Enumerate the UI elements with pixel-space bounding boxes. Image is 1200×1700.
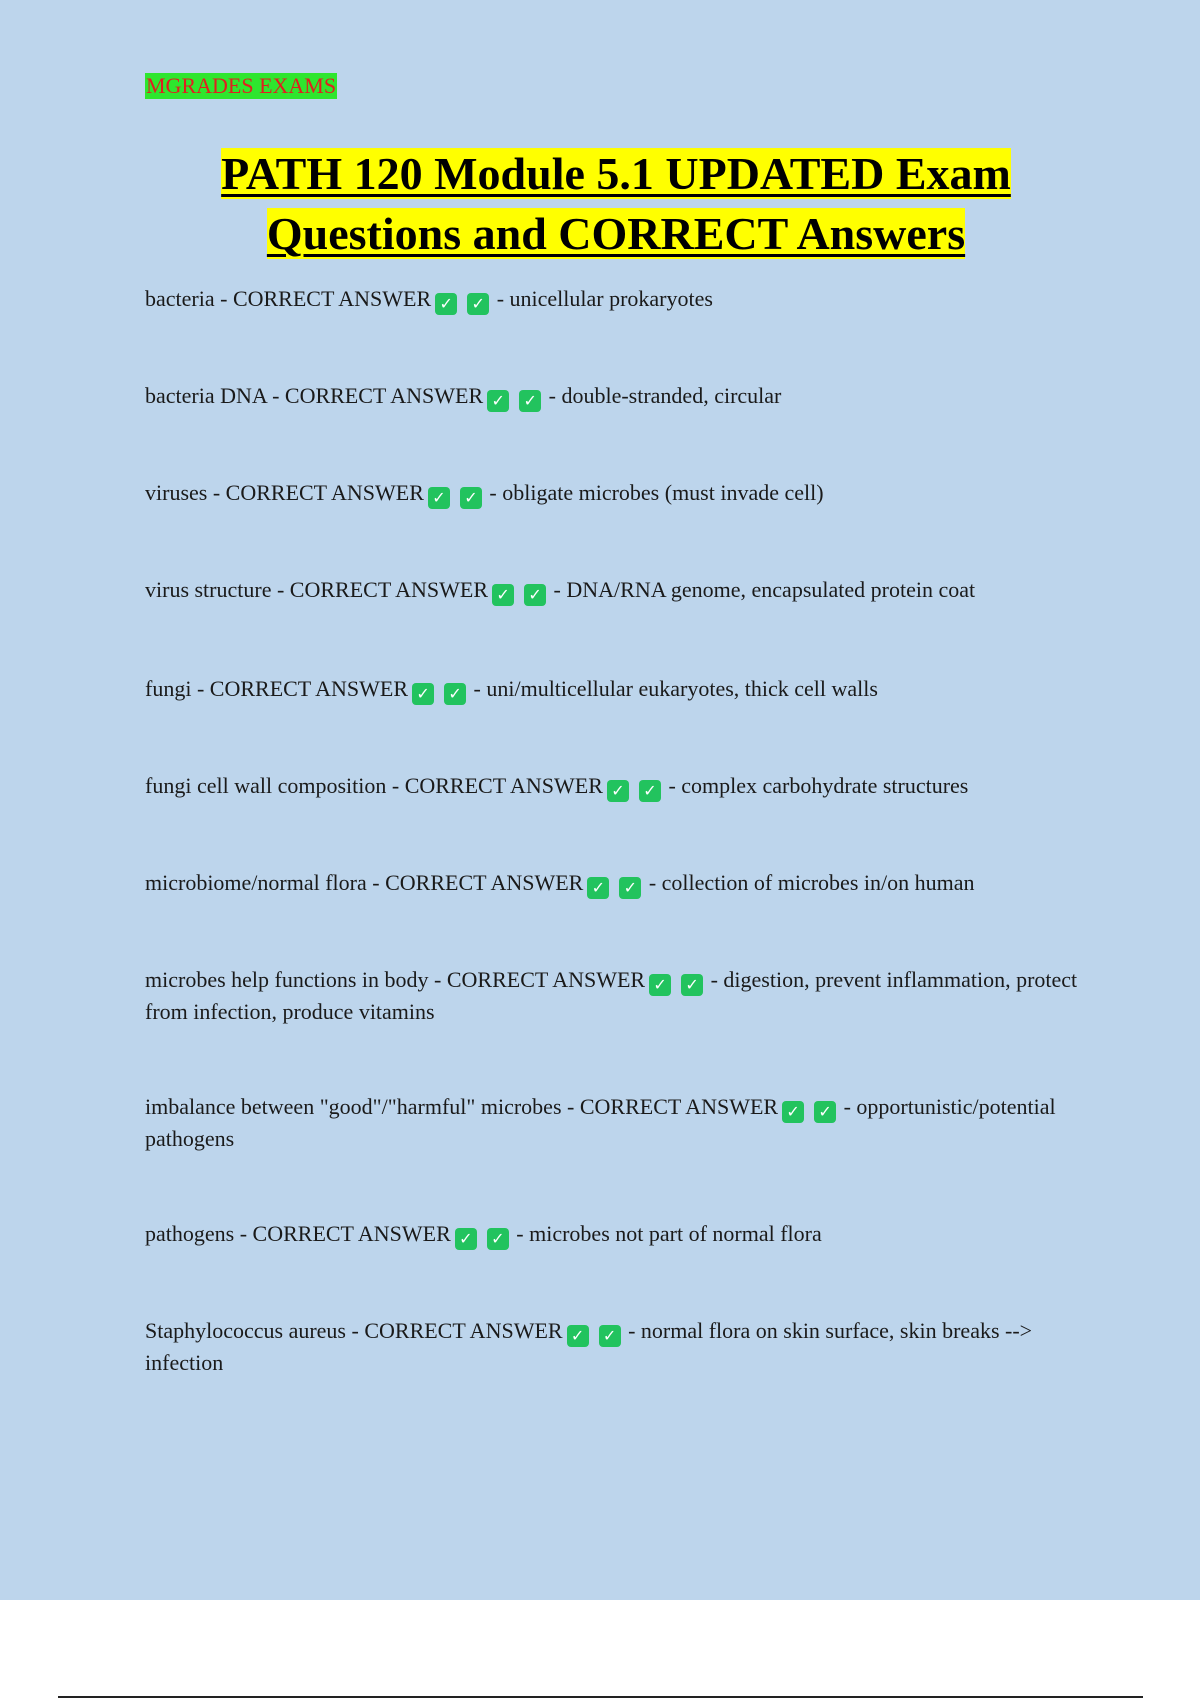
qa-term: microbiome/normal flora: [145, 870, 367, 895]
check-box-icon: ✓: [444, 683, 466, 705]
qa-term: fungi: [145, 676, 192, 701]
qa-answer-label: CORRECT ANSWER: [209, 676, 409, 701]
qa-answer-label: CORRECT ANSWER: [252, 1221, 451, 1246]
check-box-icon: ✓: [412, 683, 434, 705]
qa-answer: digestion, prevent inflammation, protect from infection, produce vitamins: [145, 967, 1078, 1024]
qa-answer: DNA/RNA genome, encapsulated protein coat: [566, 577, 976, 602]
qa-answer: complex carbohydrate structures: [681, 773, 969, 798]
qa-answer-label: CORRECT ANSWER: [232, 286, 432, 311]
qa-answer: obligate microbes (must invade cell): [502, 480, 824, 505]
check-box-icon: ✓: [435, 293, 457, 315]
qa-answer: uni/multicellular eukaryotes, thick cell walls: [486, 676, 878, 701]
qa-answer-label: CORRECT ANSWER: [385, 870, 584, 895]
check-box-icon: ✓: [639, 780, 661, 802]
qa-answer-label: CORRECT ANSWER: [364, 1318, 563, 1343]
qa-item: bacteria - CORRECT ANSWER ✓ ✓ - unicellular prokaryotes: [145, 286, 713, 313]
qa-answer-label: CORRECT ANSWER: [579, 1094, 779, 1119]
check-box-icon: ✓: [649, 974, 671, 996]
check-box-icon: ✓: [492, 584, 514, 606]
check-box-icon: ✓: [587, 877, 609, 899]
qa-answer: collection of microbes in/on human: [661, 870, 975, 895]
check-box-icon: ✓: [567, 1325, 589, 1347]
check-box-icon: ✓: [467, 293, 489, 315]
check-box-icon: ✓: [782, 1101, 804, 1123]
qa-item: bacteria DNA - CORRECT ANSWER ✓ ✓ - double-stranded, circular: [145, 383, 782, 410]
qa-answer: unicellular prokaryotes: [509, 286, 713, 311]
title-line-1: PATH 120 Module 5.1 UPDATED Exam: [221, 148, 1011, 199]
qa-answer-label: CORRECT ANSWER: [225, 480, 424, 505]
qa-item: fungi - CORRECT ANSWER ✓ ✓ - uni/multicellular eukaryotes, thick cell walls: [145, 676, 878, 703]
check-box-icon: ✓: [619, 877, 641, 899]
check-box-icon: ✓: [487, 1228, 509, 1250]
check-box-icon: ✓: [428, 487, 450, 509]
qa-answer-label: CORRECT ANSWER: [289, 577, 489, 602]
check-box-icon: ✓: [814, 1101, 836, 1123]
qa-term: fungi cell wall composition: [145, 773, 387, 798]
footer-divider: [58, 1696, 1143, 1698]
check-box-icon: ✓: [524, 584, 546, 606]
qa-term: virus structure: [145, 577, 272, 602]
qa-term: Staphylococcus aureus: [145, 1318, 346, 1343]
qa-item: pathogens - CORRECT ANSWER ✓ ✓ - microbes not part of normal flora: [145, 1221, 822, 1248]
qa-item: microbiome/normal flora - CORRECT ANSWER ✓ ✓ - collection of microbes in/on human: [145, 870, 975, 897]
qa-item: Staphylococcus aureus - CORRECT ANSWER ✓ ✓ - normal flora on skin surface, skin breaks --> infection: [145, 1318, 1033, 1375]
qa-answer: microbes not part of normal flora: [529, 1221, 822, 1246]
qa-answer: opportunistic/potential pathogens: [145, 1094, 1056, 1151]
qa-answer-label: CORRECT ANSWER: [446, 967, 646, 992]
qa-term: bacteria DNA: [145, 383, 267, 408]
qa-answer-label: CORRECT ANSWER: [284, 383, 484, 408]
document-title: [130, 144, 1102, 264]
check-box-icon: ✓: [519, 390, 541, 412]
qa-term: imbalance between "good"/"harmful" microbes: [145, 1094, 562, 1119]
qa-term: viruses: [145, 480, 208, 505]
check-box-icon: ✓: [460, 487, 482, 509]
qa-term: bacteria: [145, 286, 215, 311]
qa-answer: double-stranded, circular: [561, 383, 782, 408]
qa-item: viruses - CORRECT ANSWER ✓ ✓ - obligate microbes (must invade cell): [145, 480, 824, 507]
check-box-icon: ✓: [455, 1228, 477, 1250]
check-box-icon: ✓: [607, 780, 629, 802]
title-line-2: Questions and CORRECT Answers: [266, 208, 966, 259]
qa-item: microbes help functions in body - CORRECT ANSWER ✓ ✓ - digestion, prevent inflammation, protect from infection, produce vitamins: [145, 967, 1078, 1024]
check-box-icon: ✓: [487, 390, 509, 412]
qa-term: pathogens: [145, 1221, 235, 1246]
check-box-icon: ✓: [681, 974, 703, 996]
qa-answer-label: CORRECT ANSWER: [404, 773, 603, 798]
qa-term: microbes help functions in body: [145, 967, 429, 992]
check-box-icon: ✓: [599, 1325, 621, 1347]
qa-item: imbalance between "good"/"harmful" microbes - CORRECT ANSWER ✓ ✓ - opportunistic/potential pathogens: [145, 1094, 1056, 1151]
qa-item: virus structure - CORRECT ANSWER ✓ ✓ - DNA/RNA genome, encapsulated protein coat: [145, 577, 976, 604]
qa-item: fungi cell wall composition - CORRECT ANSWER ✓ ✓ - complex carbohydrate structures: [145, 773, 969, 800]
qa-answer: normal flora on skin surface, skin breaks --> infection: [145, 1318, 1033, 1375]
brand-label: MGRADES EXAMS: [146, 73, 337, 98]
